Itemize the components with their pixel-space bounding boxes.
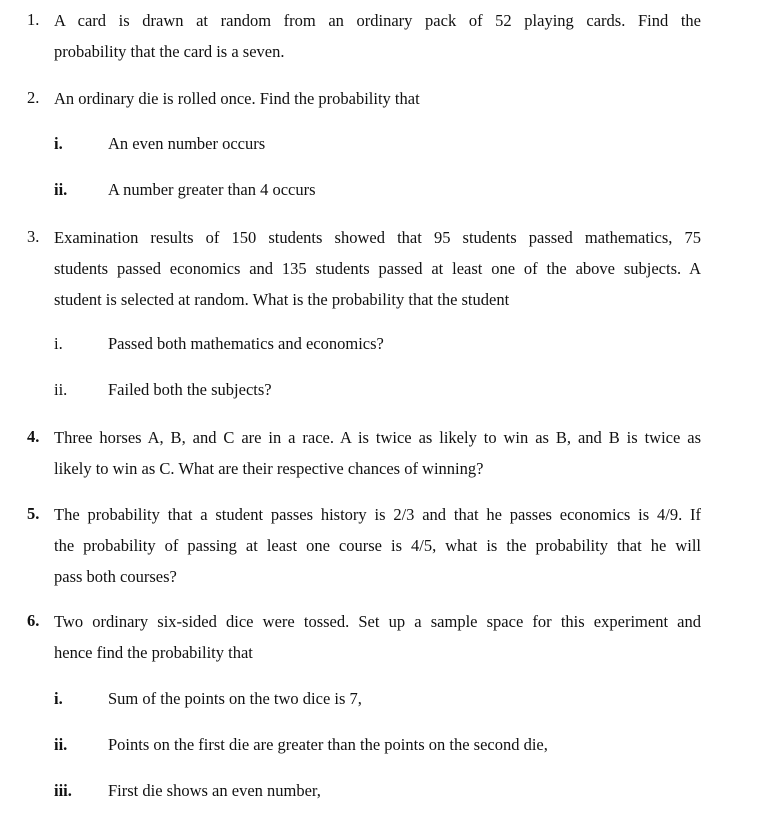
- question-text: [54, 606, 701, 668]
- part-label: iii.: [54, 781, 72, 800]
- question-number: 5.: [27, 504, 40, 523]
- text-line: students passed economics and 135 students passed at least one of the above subjects. A: [54, 259, 701, 278]
- text-line: Examination results of 150 students showed that 95 students passed mathematics, 75: [54, 228, 701, 247]
- part-label: ii.: [54, 180, 68, 199]
- part-label: ii.: [54, 380, 68, 399]
- part-text: A number greater than 4 occurs: [108, 180, 316, 199]
- part-text: An even number occurs: [108, 134, 266, 153]
- part-label: ii.: [54, 735, 68, 754]
- text-line: pass both courses?: [54, 567, 177, 586]
- text-line: student is selected at random. What is the probability that the student: [54, 290, 510, 309]
- part-text: First die shows an even number,: [108, 781, 321, 800]
- text-line: Two ordinary six-sided dice were tossed. Set up a sample space for this experiment and: [54, 612, 701, 631]
- part-text: Sum of the points on the two dice is 7,: [108, 689, 362, 708]
- question-number: 4.: [27, 427, 40, 446]
- question-number: 2.: [27, 88, 40, 107]
- text-line: likely to win as C. What are their respective chances of winning?: [54, 459, 484, 478]
- text-line: A card is drawn at random from an ordinary pack of 52 playing cards. Find the: [54, 11, 701, 30]
- text-line: The probability that a student passes history is 2/3 and that he passes economics is 4/9. If: [54, 505, 701, 524]
- question-text: [54, 222, 701, 315]
- question-text: [54, 83, 701, 114]
- question-number: 3.: [27, 227, 40, 246]
- text-line: An ordinary die is rolled once. Find the probability that: [54, 89, 420, 108]
- question-text: [54, 5, 701, 67]
- question-number: 6.: [27, 611, 40, 630]
- part-text: Points on the first die are greater than the points on the second die,: [108, 735, 548, 754]
- text-line: hence find the probability that: [54, 643, 253, 662]
- text-line: the probability of passing at least one course is 4/5, what is the probability that he will: [54, 536, 701, 555]
- part-label: i.: [54, 334, 63, 353]
- text-line: Three horses A, B, and C are in a race. A is twice as likely to win as B, and B is twice as: [54, 428, 701, 447]
- question-number: 1.: [27, 10, 40, 29]
- part-text: Failed both the subjects?: [108, 380, 272, 399]
- text-line: probability that the card is a seven.: [54, 42, 285, 61]
- question-text: [54, 499, 701, 592]
- part-label: i.: [54, 689, 63, 708]
- part-text: Passed both mathematics and economics?: [108, 334, 384, 353]
- part-label: i.: [54, 134, 63, 153]
- question-text: [54, 422, 701, 484]
